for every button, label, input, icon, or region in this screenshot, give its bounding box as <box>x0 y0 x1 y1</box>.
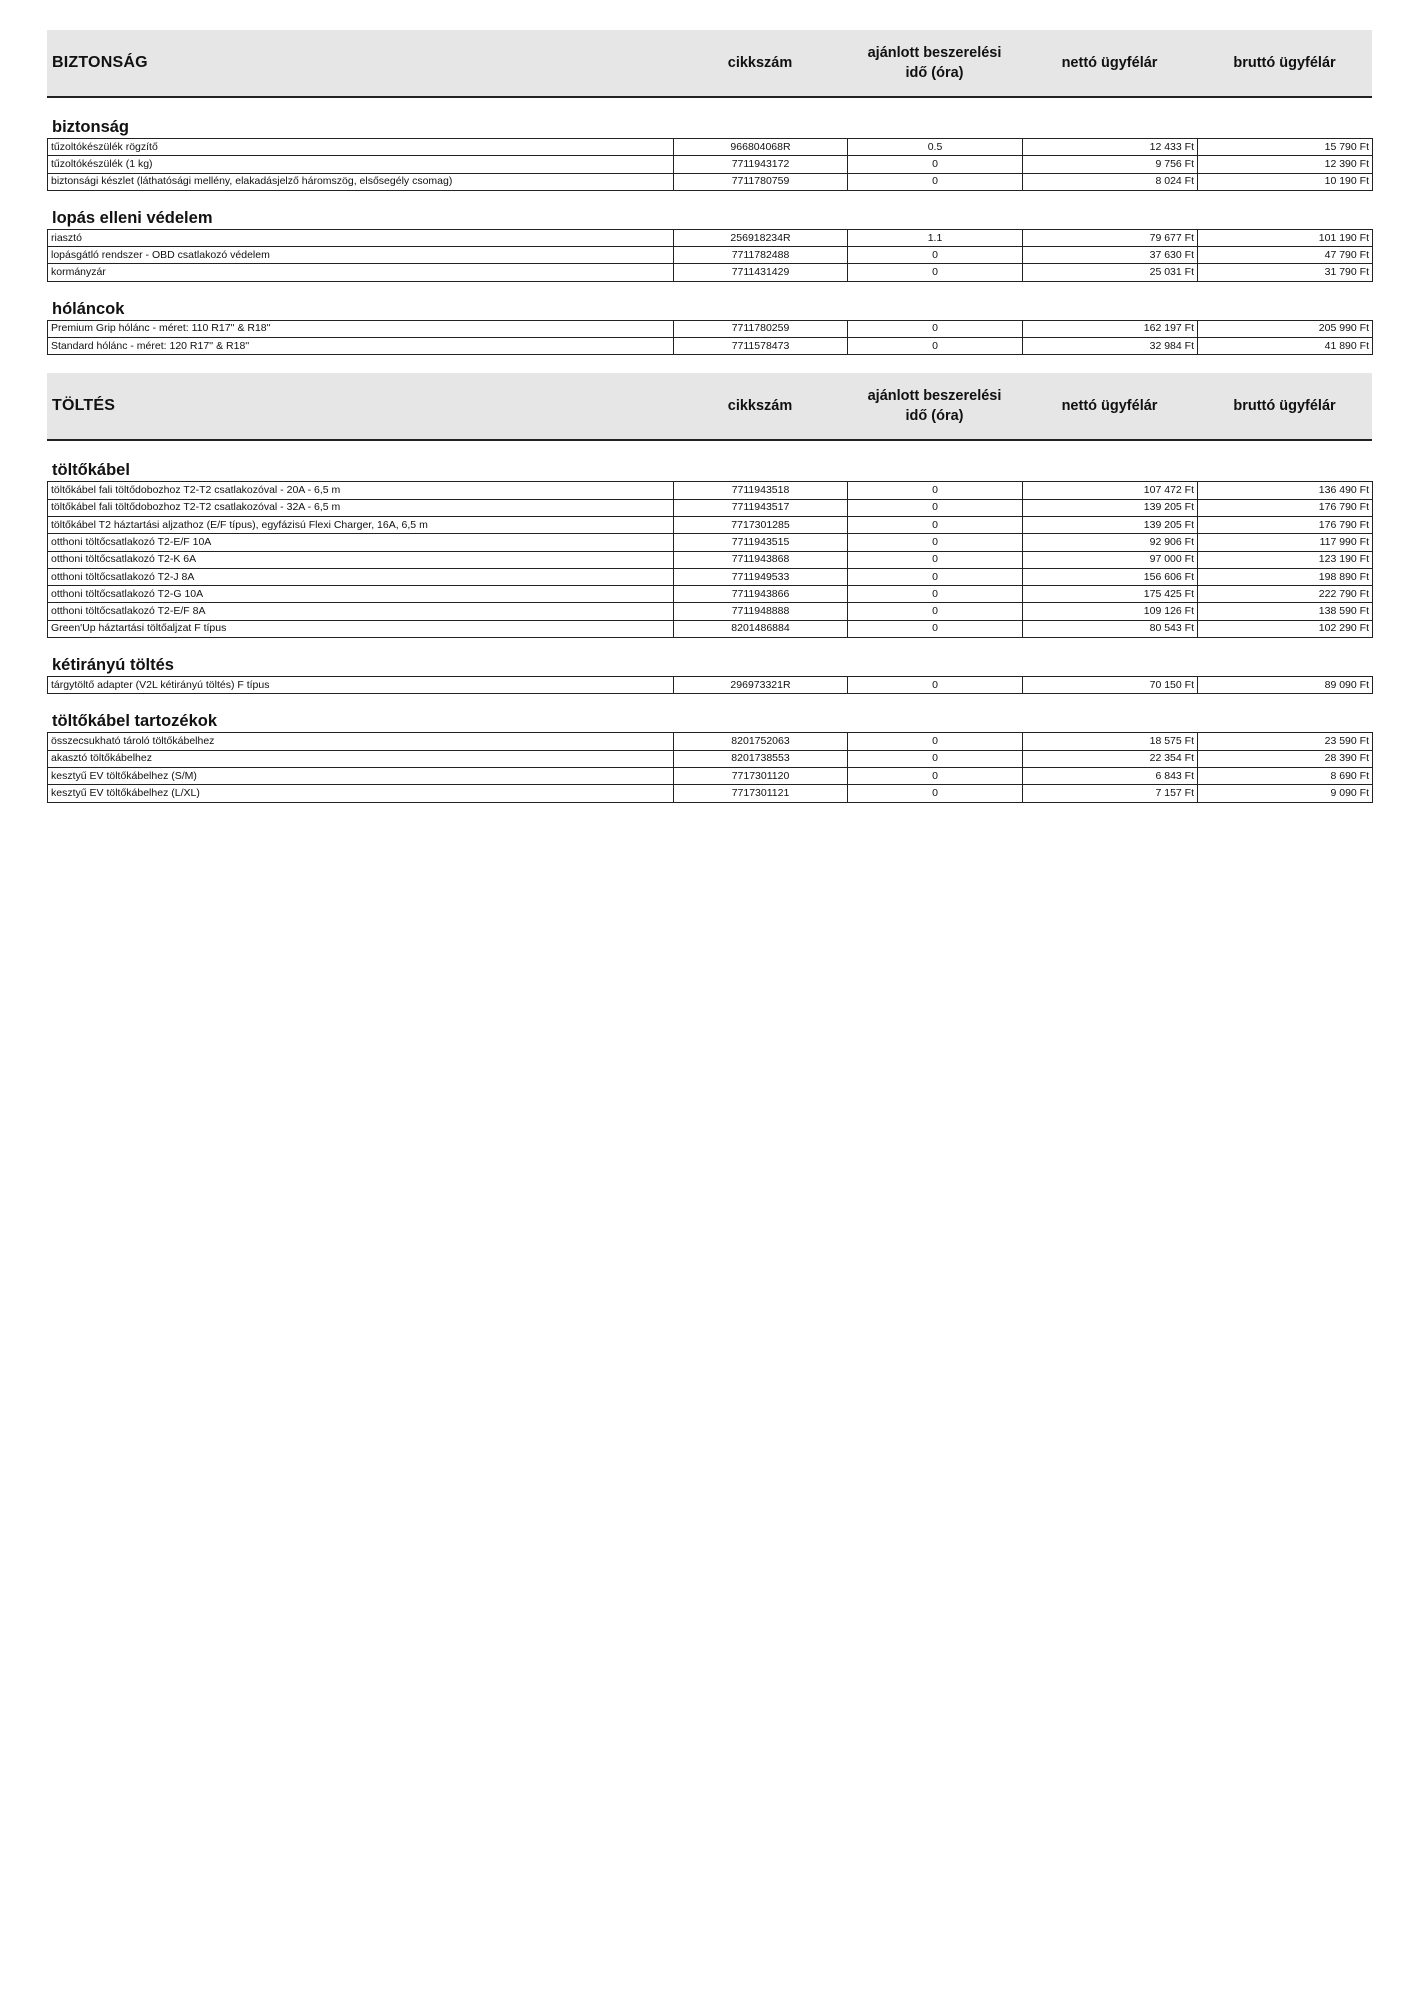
item-code: 7711943868 <box>674 551 848 568</box>
net-price: 107 472 Ft <box>1023 482 1198 499</box>
gross-price: 176 790 Ft <box>1198 516 1373 533</box>
item-code: 7711948888 <box>674 603 848 620</box>
net-price: 92 906 Ft <box>1023 534 1198 551</box>
column-header-net-price: nettó ügyfélár <box>1061 398 1158 415</box>
item-name: töltőkábel T2 háztartási aljzathoz (E/F típus), egyfázisú Flexi Charger, 16A, 6,5 m <box>48 516 674 533</box>
column-header-net-price: nettó ügyfélár <box>1061 55 1158 71</box>
gross-price: 123 190 Ft <box>1198 551 1373 568</box>
table-row <box>48 750 1373 767</box>
group-title: hóláncok <box>52 299 125 318</box>
item-name: összecsukható tároló töltőkábelhez <box>48 733 674 750</box>
gross-price: 23 590 Ft <box>1198 733 1373 750</box>
items-table <box>47 732 1373 802</box>
item-code: 7711943172 <box>674 156 848 173</box>
install-time: 0 <box>848 156 1023 173</box>
item-code: 7717301285 <box>674 516 848 533</box>
net-price: 6 843 Ft <box>1023 767 1198 784</box>
install-time: 0 <box>848 603 1023 620</box>
install-time: 0 <box>848 320 1023 337</box>
table-row <box>48 516 1373 533</box>
section-title: BIZTONSÁG <box>52 54 148 71</box>
table-row <box>48 733 1373 750</box>
section-title: TÖLTÉS <box>52 397 116 415</box>
item-name: otthoni töltőcsatlakozó T2-E/F 10A <box>48 534 674 551</box>
gross-price: 9 090 Ft <box>1198 785 1373 802</box>
net-price: 37 630 Ft <box>1023 247 1198 264</box>
net-price: 25 031 Ft <box>1023 264 1198 281</box>
install-time: 0 <box>848 482 1023 499</box>
gross-price: 101 190 Ft <box>1198 229 1373 246</box>
item-code: 7711943866 <box>674 586 848 603</box>
table-row <box>48 620 1373 637</box>
gross-price: 138 590 Ft <box>1198 603 1373 620</box>
item-code: 7711578473 <box>674 338 848 355</box>
install-time: 0 <box>848 173 1023 190</box>
net-price: 156 606 Ft <box>1023 568 1198 585</box>
section-header <box>47 30 1372 98</box>
net-price: 18 575 Ft <box>1023 733 1198 750</box>
gross-price: 136 490 Ft <box>1198 482 1373 499</box>
group-title: lopás elleni védelem <box>52 208 213 227</box>
items-table <box>47 229 1373 282</box>
column-header-gross-price: bruttó ügyfélár <box>1233 55 1336 71</box>
install-time: 0 <box>848 785 1023 802</box>
item-code: 7711782488 <box>674 247 848 264</box>
item-name: otthoni töltőcsatlakozó T2-K 6A <box>48 551 674 568</box>
gross-price: 198 890 Ft <box>1198 568 1373 585</box>
item-name: kormányzár <box>48 264 674 281</box>
gross-price: 102 290 Ft <box>1198 620 1373 637</box>
column-header-code: cikkszám <box>727 55 793 71</box>
install-time: 0 <box>848 499 1023 516</box>
net-price: 162 197 Ft <box>1023 320 1198 337</box>
gross-price: 31 790 Ft <box>1198 264 1373 281</box>
item-name: töltőkábel fali töltődobozhoz T2-T2 csatlakozóval - 32A - 6,5 m <box>48 499 674 516</box>
items-table <box>47 676 1373 694</box>
item-name: kesztyű EV töltőkábelhez (S/M) <box>48 767 674 784</box>
install-time: 0 <box>848 264 1023 281</box>
install-time: 0 <box>848 767 1023 784</box>
gross-price: 205 990 Ft <box>1198 320 1373 337</box>
table-row <box>48 173 1373 190</box>
item-code: 7711780759 <box>674 173 848 190</box>
net-price: 80 543 Ft <box>1023 620 1198 637</box>
gross-price: 12 390 Ft <box>1198 156 1373 173</box>
table-row <box>48 320 1373 337</box>
item-name: töltőkábel fali töltődobozhoz T2-T2 csatlakozóval - 20A - 6,5 m <box>48 482 674 499</box>
net-price: 32 984 Ft <box>1023 338 1198 355</box>
install-time: 1.1 <box>848 229 1023 246</box>
item-name: kesztyű EV töltőkábelhez (L/XL) <box>48 785 674 802</box>
table-row <box>48 568 1373 585</box>
item-code: 8201486884 <box>674 620 848 637</box>
table-row <box>48 677 1373 694</box>
item-code: 7711943518 <box>674 482 848 499</box>
items-table <box>47 138 1373 191</box>
item-code: 7711943515 <box>674 534 848 551</box>
net-price: 97 000 Ft <box>1023 551 1198 568</box>
gross-price: 176 790 Ft <box>1198 499 1373 516</box>
item-name: Green'Up háztartási töltőaljzat F típus <box>48 620 674 637</box>
item-name: Standard hólánc - méret: 120 R17'' & R18'' <box>48 338 674 355</box>
gross-price: 222 790 Ft <box>1198 586 1373 603</box>
net-price: 79 677 Ft <box>1023 229 1198 246</box>
item-name: tűzoltókészülék rögzítő <box>48 139 674 156</box>
group-list <box>47 459 1372 802</box>
table-row <box>48 499 1373 516</box>
section-toltes <box>47 373 1372 802</box>
net-price: 70 150 Ft <box>1023 677 1198 694</box>
item-code: 256918234R <box>674 229 848 246</box>
item-code: 7717301120 <box>674 767 848 784</box>
item-name: akasztó töltőkábelhez <box>48 750 674 767</box>
net-price: 9 756 Ft <box>1023 156 1198 173</box>
table-row <box>48 534 1373 551</box>
item-code: 7711943517 <box>674 499 848 516</box>
table-row <box>48 247 1373 264</box>
gross-price: 8 690 Ft <box>1198 767 1373 784</box>
item-name: riasztó <box>48 229 674 246</box>
item-code: 8201752063 <box>674 733 848 750</box>
item-name: lopásgátló rendszer - OBD csatlakozó védelem <box>48 247 674 264</box>
install-time: 0 <box>848 586 1023 603</box>
net-price: 7 157 Ft <box>1023 785 1198 802</box>
column-header-install-time: ajánlott beszerelési idő (óra) <box>867 45 1002 81</box>
install-time: 0 <box>848 516 1023 533</box>
install-time: 0 <box>848 338 1023 355</box>
item-name: Premium Grip hólánc - méret: 110 R17'' & R18'' <box>48 320 674 337</box>
install-time: 0 <box>848 620 1023 637</box>
item-name: otthoni töltőcsatlakozó T2-G 10A <box>48 586 674 603</box>
items-table <box>47 320 1373 356</box>
net-price: 12 433 Ft <box>1023 139 1198 156</box>
item-name: tűzoltókészülék (1 kg) <box>48 156 674 173</box>
item-name: biztonsági készlet (láthatósági mellény, elakadásjelző háromszög, elsősegély csomag) <box>48 173 674 190</box>
install-time: 0 <box>848 534 1023 551</box>
table-row <box>48 482 1373 499</box>
net-price: 175 425 Ft <box>1023 586 1198 603</box>
table-row <box>48 767 1373 784</box>
column-header-install-time: ajánlott beszerelési idő (óra) <box>867 388 1002 425</box>
table-row <box>48 603 1373 620</box>
section-biztonsag <box>47 30 1372 355</box>
column-header-gross-price: bruttó ügyfélár <box>1233 398 1336 415</box>
section-header <box>47 373 1372 441</box>
install-time: 0 <box>848 247 1023 264</box>
install-time: 0 <box>848 677 1023 694</box>
install-time: 0 <box>848 551 1023 568</box>
net-price: 22 354 Ft <box>1023 750 1198 767</box>
gross-price: 117 990 Ft <box>1198 534 1373 551</box>
group-list <box>47 116 1372 355</box>
item-name: otthoni töltőcsatlakozó T2-J 8A <box>48 568 674 585</box>
table-row <box>48 785 1373 802</box>
item-code: 7711780259 <box>674 320 848 337</box>
gross-price: 47 790 Ft <box>1198 247 1373 264</box>
gross-price: 15 790 Ft <box>1198 139 1373 156</box>
table-row <box>48 139 1373 156</box>
gross-price: 28 390 Ft <box>1198 750 1373 767</box>
item-code: 296973321R <box>674 677 848 694</box>
net-price: 139 205 Ft <box>1023 499 1198 516</box>
table-row <box>48 156 1373 173</box>
gross-price: 10 190 Ft <box>1198 173 1373 190</box>
install-time: 0 <box>848 750 1023 767</box>
item-name: tárgytöltő adapter (V2L kétirányú töltés) F típus <box>48 677 674 694</box>
table-row <box>48 586 1373 603</box>
table-row <box>48 264 1373 281</box>
table-row <box>48 551 1373 568</box>
install-time: 0 <box>848 568 1023 585</box>
net-price: 109 126 Ft <box>1023 603 1198 620</box>
group-title: töltőkábel tartozékok <box>52 712 218 731</box>
group-title: kétirányú töltés <box>52 656 174 675</box>
gross-price: 41 890 Ft <box>1198 338 1373 355</box>
item-name: otthoni töltőcsatlakozó T2-E/F 8A <box>48 603 674 620</box>
item-code: 7717301121 <box>674 785 848 802</box>
table-row <box>48 338 1373 355</box>
column-header-code: cikkszám <box>727 398 793 415</box>
group-title: biztonság <box>52 118 129 136</box>
net-price: 8 024 Ft <box>1023 173 1198 190</box>
group-title: töltőkábel <box>52 461 130 480</box>
item-code: 966804068R <box>674 139 848 156</box>
table-row <box>48 229 1373 246</box>
items-table <box>47 481 1373 638</box>
item-code: 8201738553 <box>674 750 848 767</box>
gross-price: 89 090 Ft <box>1198 677 1373 694</box>
install-time: 0 <box>848 733 1023 750</box>
install-time: 0.5 <box>848 139 1023 156</box>
item-code: 7711949533 <box>674 568 848 585</box>
item-code: 7711431429 <box>674 264 848 281</box>
net-price: 139 205 Ft <box>1023 516 1198 533</box>
